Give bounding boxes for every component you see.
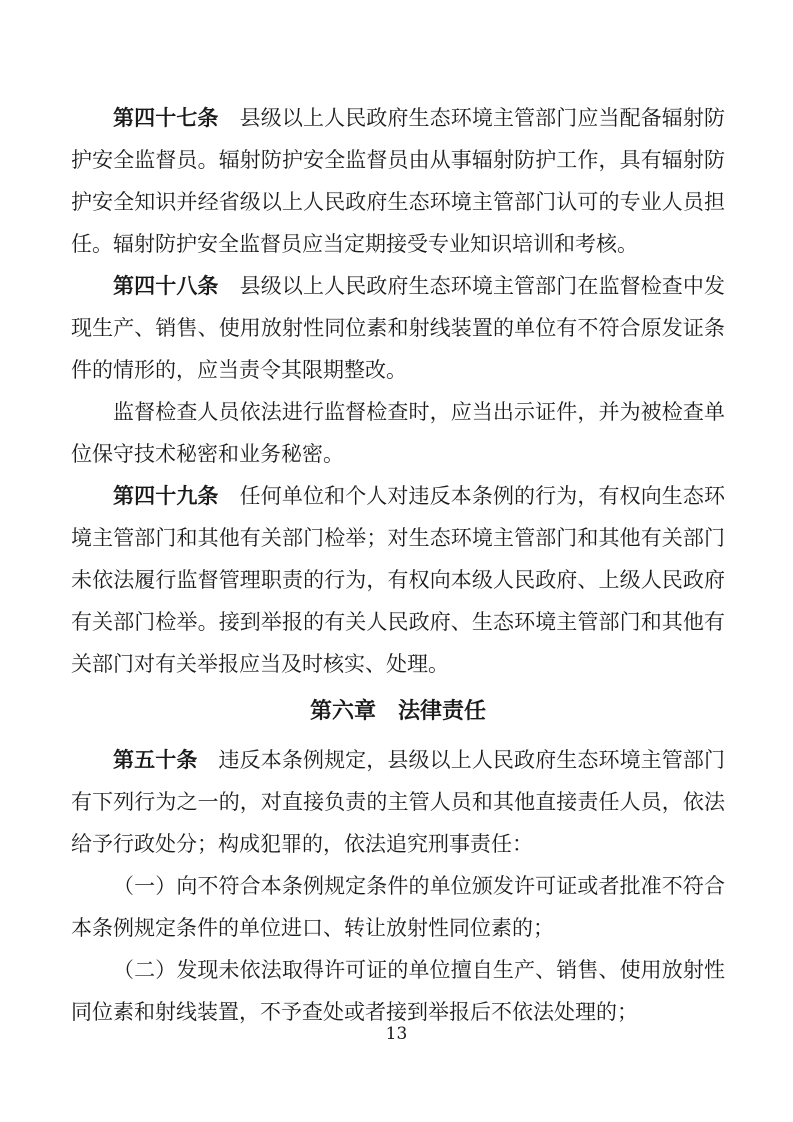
page-footer — [0, 1025, 793, 1043]
article-number: 第四十八条 — [113, 274, 219, 298]
article-paragraph: 第四十九条 任何单位和个人对违反本条例的行为，有权向生态环境主管部门和其他有关部门检举；对生态环境主管部门和其他有关部门未依法履行监督管理职责的行为，有权向本级人民政府、上级人民政府有关部门检举。接到举报的有关人民政府、生态环境主管部门和其他有关部门对有关举报应当及时核实、处理。 — [71, 484, 726, 676]
body-paragraph — [71, 391, 725, 475]
paragraph-text: （二）发现未依法取得许可证的单位擅自生产、销售、使用放射性同位素和射线装置，不予查处或者接到举报后不依法处理的； — [71, 958, 725, 1024]
body-paragraph — [71, 949, 725, 1033]
paragraph-text: 监督检查人员依法进行监督检查时，应当出示证件，并为被检查单位保守技术秘密和业务秘密。 — [71, 400, 725, 466]
page-number: 13 — [385, 1024, 408, 1044]
article-paragraph: 第五十条 违反本条例规定，县级以上人民政府生态环境主管部门有下列行为之一的，对直接负责的主管人员和其他直接责任人员，依法给予行政处分；构成犯罪的，依法追究刑事责任： — [71, 748, 726, 856]
body-paragraph — [71, 865, 725, 949]
article-paragraph: 第四十七条 县级以上人民政府生态环境主管部门应当配备辐射防护安全监督员。辐射防护安全监督员由从事辐射防护工作，具有辐射防护安全知识并经省级以上人民政府生态环境主管部门认可的专业人员担任。辐射防护安全监督员应当定期接受专业知识培训和考核。 — [71, 106, 726, 256]
paragraph-text: （一）向不符合本条例规定条件的单位颁发许可证或者批准不符合本条例规定条件的单位进口、转让放射性同位素的； — [71, 874, 725, 940]
article-number: 第五十条 — [113, 748, 198, 772]
article-paragraph: 第四十八条 县级以上人民政府生态环境主管部门在监督检查中发现生产、销售、使用放射性同位素和射线装置的单位有不符合原发证条件的情形的，应当责令其限期整改。 — [71, 274, 726, 382]
article-number: 第四十七条 — [113, 106, 219, 130]
article-number: 第四十九条 — [113, 484, 219, 508]
document-body — [71, 97, 725, 1033]
chapter-heading: 第六章 法律责任 — [309, 699, 486, 724]
